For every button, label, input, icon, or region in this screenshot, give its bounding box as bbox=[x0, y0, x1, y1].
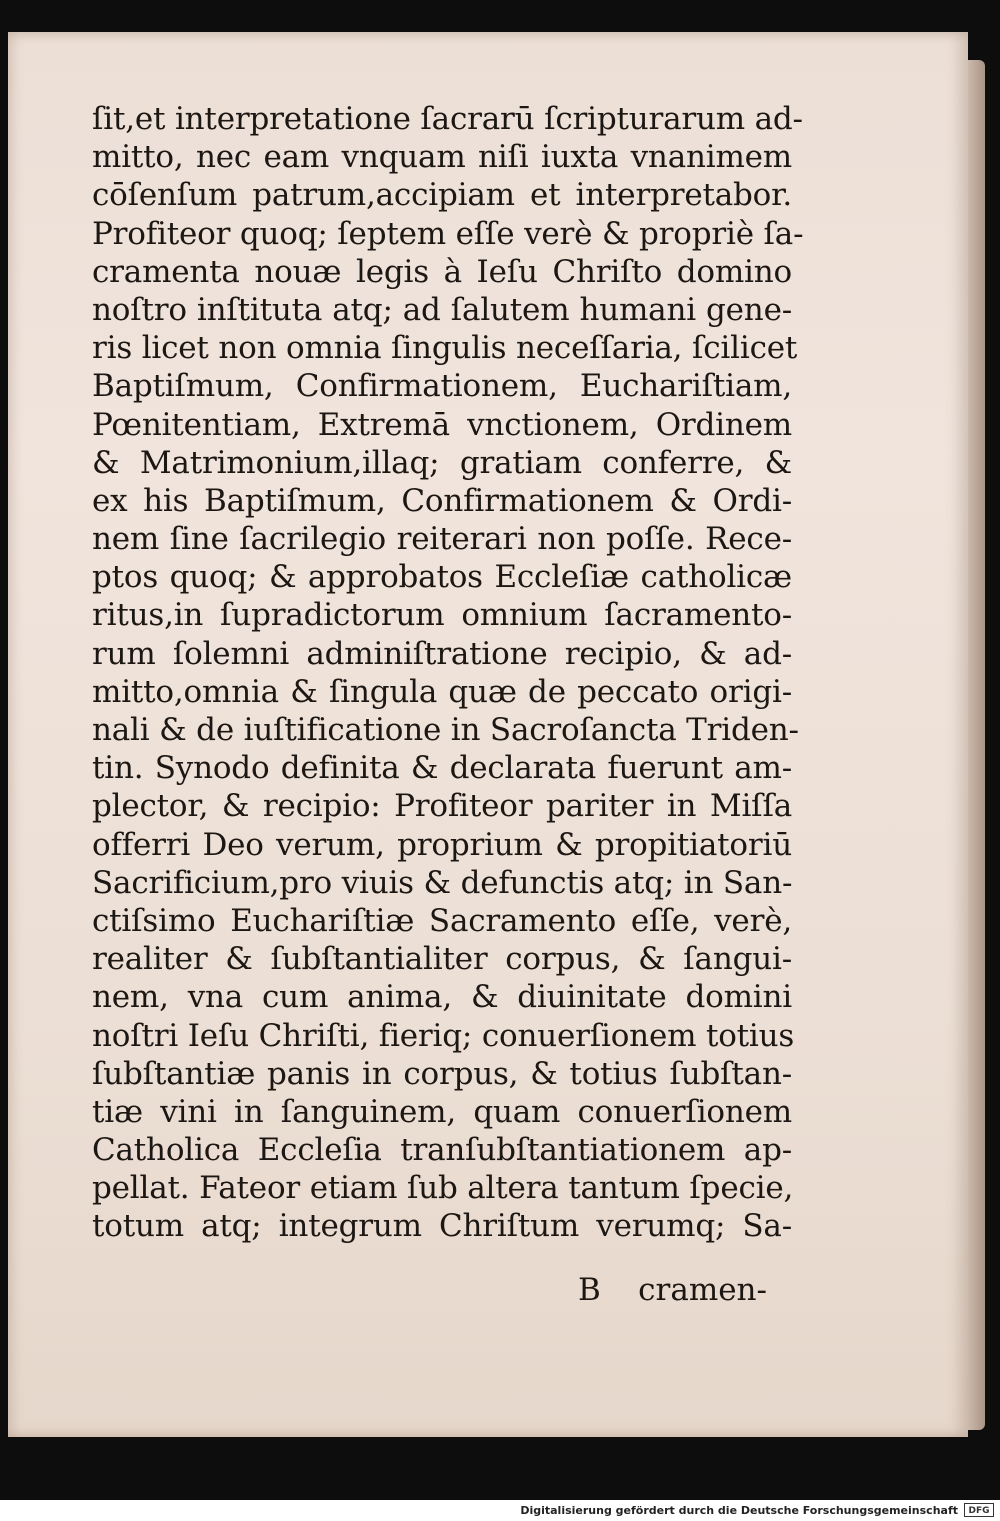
text-line: cramenta nouæ legis à Ieſu Chriſto domino bbox=[92, 253, 792, 290]
page-footer-row bbox=[92, 1272, 767, 1312]
text-line: noſtri Ieſu Chriſti, fieriq; conuerſionem totius bbox=[92, 1017, 795, 1054]
text-line: tiæ vini in ſanguinem, quam conuerſionem bbox=[92, 1093, 792, 1130]
text-line: Profiteor quoq; ſeptem eſſe verè & propriè ſa- bbox=[92, 215, 804, 252]
text-line: nem, vna cum anima, & diuinitate domini bbox=[92, 979, 792, 1016]
text-line: mitto, nec eam vnquam niſi iuxta vnanimem bbox=[92, 139, 792, 176]
text-line: offerri Deo verum, proprium & propitiatoriū bbox=[92, 826, 792, 863]
body-text bbox=[92, 100, 804, 1246]
signature-mark: B bbox=[578, 1272, 601, 1308]
text-line: realiter & ſubſtantialiter corpus, & ſangui- bbox=[92, 941, 792, 978]
text-line: ris licet non omnia ſingulis neceſſaria, ſcilicet bbox=[92, 330, 798, 367]
funding-credit: Digitalisierung gefördert durch die Deutsche Forschungsgemeinschaft bbox=[520, 1504, 958, 1517]
text-line: ptos quoq; & approbatos Eccleſiæ catholicæ bbox=[92, 559, 792, 596]
text-line: & Matrimonium,illaq; gratiam conferre, & bbox=[92, 444, 792, 481]
text-line: mitto,omnia & ſingula quæ de peccato origi- bbox=[92, 673, 792, 710]
text-line: tin. Synodo definita & declarata fuerunt am- bbox=[92, 750, 792, 787]
dfg-logo-icon: DFG bbox=[964, 1503, 994, 1517]
text-line: cōſenſum patrum,accipiam et interpretabor. bbox=[92, 177, 792, 214]
catchword: cramen- bbox=[638, 1272, 767, 1308]
text-line: Baptiſmum, Confirmationem, Euchariſtiam, bbox=[92, 368, 792, 405]
text-line: rum ſolemni adminiſtratione recipio, & ad- bbox=[92, 635, 792, 672]
text-line: noſtro inſtituta atq; ad ſalutem humani gene- bbox=[92, 291, 792, 328]
text-line: ritus,in ſupradictorum omnium ſacramento- bbox=[92, 597, 792, 634]
text-line: Pœnitentiam, Extremā vnctionem, Ordinem bbox=[92, 406, 792, 443]
text-line: ſit,et interpretatione ſacrarū ſcripturarum ad- bbox=[92, 101, 803, 137]
text-line: pellat. Fateor etiam ſub altera tantum ſpecie, bbox=[92, 1170, 794, 1207]
text-line: ſubſtantiæ panis in corpus, & totius ſubſtan- bbox=[92, 1055, 792, 1092]
text-line: ex his Baptiſmum, Confirmationem & Ordi- bbox=[92, 482, 792, 519]
digitization-footer bbox=[0, 1500, 1000, 1521]
text-line: Sacrificium,pro viuis & defunctis atq; in San- bbox=[92, 864, 793, 901]
text-line: Catholica Eccleſia tranſubſtantiationem ap- bbox=[92, 1132, 792, 1169]
text-line: nali & de iuſtificatione in Sacroſancta Triden- bbox=[92, 712, 799, 748]
text-line: plector, & recipio: Profiteor pariter in Miſſa bbox=[92, 788, 792, 825]
text-line: totum atq; integrum Chriſtum verumq; Sa- bbox=[92, 1208, 792, 1245]
text-line: ctiſsimo Euchariſtiæ Sacramento eſſe, verè, bbox=[92, 902, 792, 939]
text-line: nem ſine ſacrilegio reiterari non poſſe. Rece- bbox=[92, 521, 792, 558]
